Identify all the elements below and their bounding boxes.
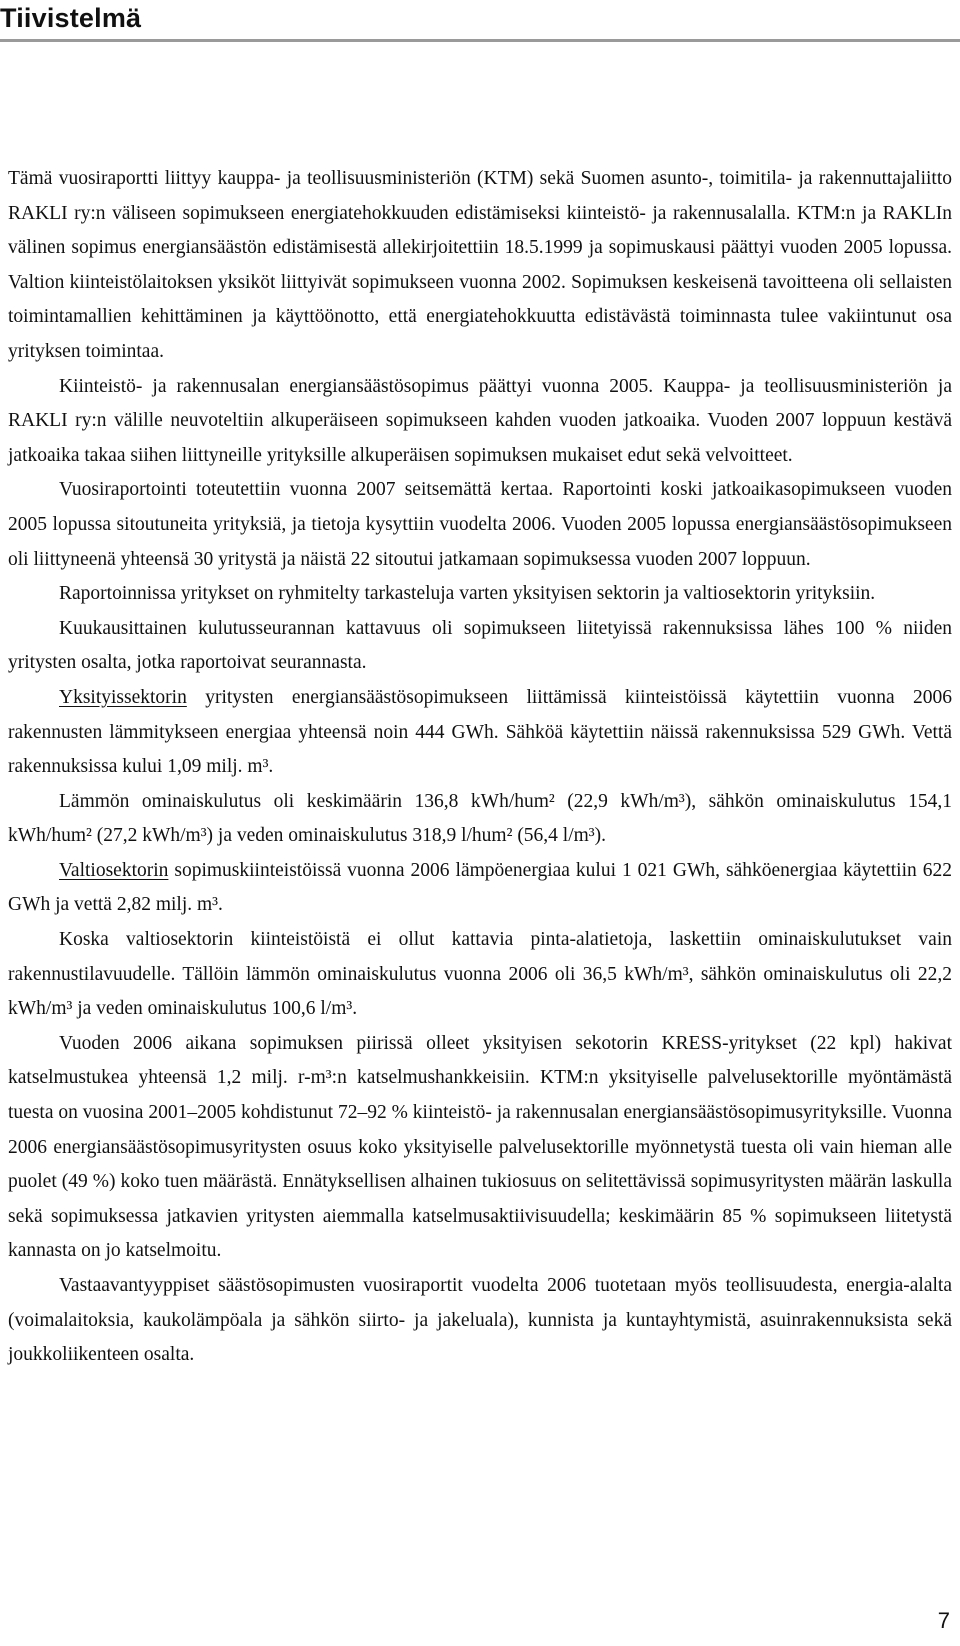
paragraph-state-consumption: Koska valtiosektorin kiinteistöistä ei ollut kattavia pinta-alatietoja, laskettiin ominaiskulutukset vain rakennustilavuudelle. Tällöin lämmön ominaiskulutus vuonna 2006 oli 36,5 kWh/m³, sähkön ominaiskulutus oli 22,2 kWh/m³ ja veden ominaiskulutus 100,6 l/m³.: [8, 929, 952, 1020]
summary-body: [8, 162, 952, 1373]
paragraph-extension: Kiinteistö- ja rakennusalan energiansäästösopimus päättyi vuonna 2005. Kauppa- ja teollisuusministeriön ja RAKLI ry:n välille neuvoteltiin alkuperäiseen sopimukseen kahden vuoden jatkoaika. Vuoden 2007 loppuun kestävä jatkoaika takaa siihen liittyneille yrityksille alkuperäisen sopimuksen mukaiset edut sekä velvoitteet.: [8, 375, 952, 466]
paragraph-other-reports: Vastaavantyyppiset säästösopimusten vuosiraportit vuodelta 2006 tuotetaan myös teollisuudesta, energia-alalta (voimalaitoksia, kaukolämpöala ja sähkön siirto- ja jakeluala), kunnista ja kuntayhtymistä, asuinrakennuksista sekä joukkoliikenteen osalta.: [8, 1275, 952, 1366]
paragraph-monitoring: Kuukausittainen kulutusseurannan kattavuus oli sopimukseen liitetyissä rakennuksissa lähes 100 % niiden yritysten osalta, jotka raportoivat seurannasta.: [8, 617, 952, 674]
paragraph-private-sector: [8, 681, 952, 785]
paragraph-intro: Tämä vuosiraportti liittyy kauppa- ja teollisuusministeriön (KTM) sekä Suomen asunto-, toimitila- ja rakennuttajaliitto RAKLI ry:n väliseen sopimukseen energiatehokkuuden edistämiseksi kiinteistö- ja rakennusalalla. KTM:n ja RAKLIn välinen sopimus energiansäästön edistämisestä allekirjoitettiin 18.5.1999 ja sopimuskausi päättyi vuoden 2005 lopussa. Valtion kiinteistölaitoksen yksiköt liittyivät sopimukseen vuonna 2002. Sopimuksen keskeisenä tavoitteena oli sellaisten toimintamallien kehittäminen ja käyttöönotto, että energiatehokkuutta edistävästä toiminnasta tulee vakiintunut osa yrityksen toimintaa.: [8, 168, 952, 362]
paragraph-specific-consumption: Lämmön ominaiskulutus oli keskimäärin 136,8 kWh/hum² (22,9 kWh/m³), sähkön ominaiskulutus 154,1 kWh/hum² (27,2 kWh/m³) ja veden ominaiskulutus 318,9 l/hum² (56,4 l/m³).: [8, 790, 952, 847]
private-sector-text: yritysten energiansäästösopimukseen liittämissä kiinteistöissä käytettiin vuonna 2006 rakennusten lämmitykseen energiaa yhteensä noin 444 GWh. Sähköä käytettiin näissä rakennuksissa 529 GWh. Vettä rakennuksissa kului 1,09 milj. m³.: [8, 686, 952, 778]
page-title: Tiivistelmä: [0, 3, 142, 33]
paragraph-audit-support: Vuoden 2006 aikana sopimuksen piirissä olleet yksityisen sekotorin KRESS-yritykset (22 kpl) hakivat katselmustukea yhteensä 1,2 milj. r-m³:n katselmushankkeisiin. KTM:n yksityiselle palvelusektorille myöntämästä tuesta on vuosina 2001–2005 kohdistunut 72–92 % kiinteistö- ja rakennusalan energiansäästösopimusyrityksille. Vuonna 2006 energiansäästösopimusyritysten osuus koko yksityiselle palvelusektorille myönnetystä tuesta oli vain hieman alle puolet (49 %) koko tuen määrästä. Ennätyksellisen alhainen tukiosuus on selitettävissä sopimusyritysten määrän laskulla sekä sopimuksessa jatkavien yritysten aiemmalla katselmusaktiivisuudella; keskimäärin 85 % sopimukseen liitetystä kannasta on jo katselmoitu.: [8, 1032, 952, 1262]
private-sector-term: Yksityissektorin: [59, 686, 187, 708]
title-divider: [0, 39, 960, 42]
paragraph-state-sector: [8, 854, 952, 923]
state-sector-text: sopimuskiinteistöissä vuonna 2006 lämpöenergiaa kului 1 021 GWh, sähköenergiaa käytettiin 622 GWh ja vettä 2,82 milj. m³.: [8, 859, 952, 916]
paragraph-grouping: Raportoinnissa yritykset on ryhmitelty tarkasteluja varten yksityisen sektorin ja valtiosektorin yrityksiin.: [59, 583, 876, 605]
paragraph-reporting: Vuosiraportointi toteutettiin vuonna 2007 seitsemättä kertaa. Raportointi koski jatkoaikasopimukseen vuoden 2005 lopussa sitoutuneita yrityksiä, ja tietoja kysyttiin vuodelta 2006. Vuoden 2005 lopussa energiansäästösopimukseen oli liittyneenä yhteensä 30 yritystä ja näistä 22 sitoutui jatkamaan sopimuksessa vuoden 2007 loppuun.: [8, 479, 952, 570]
page-number: 7: [937, 1608, 950, 1633]
state-sector-term: Valtiosektorin: [59, 859, 169, 881]
